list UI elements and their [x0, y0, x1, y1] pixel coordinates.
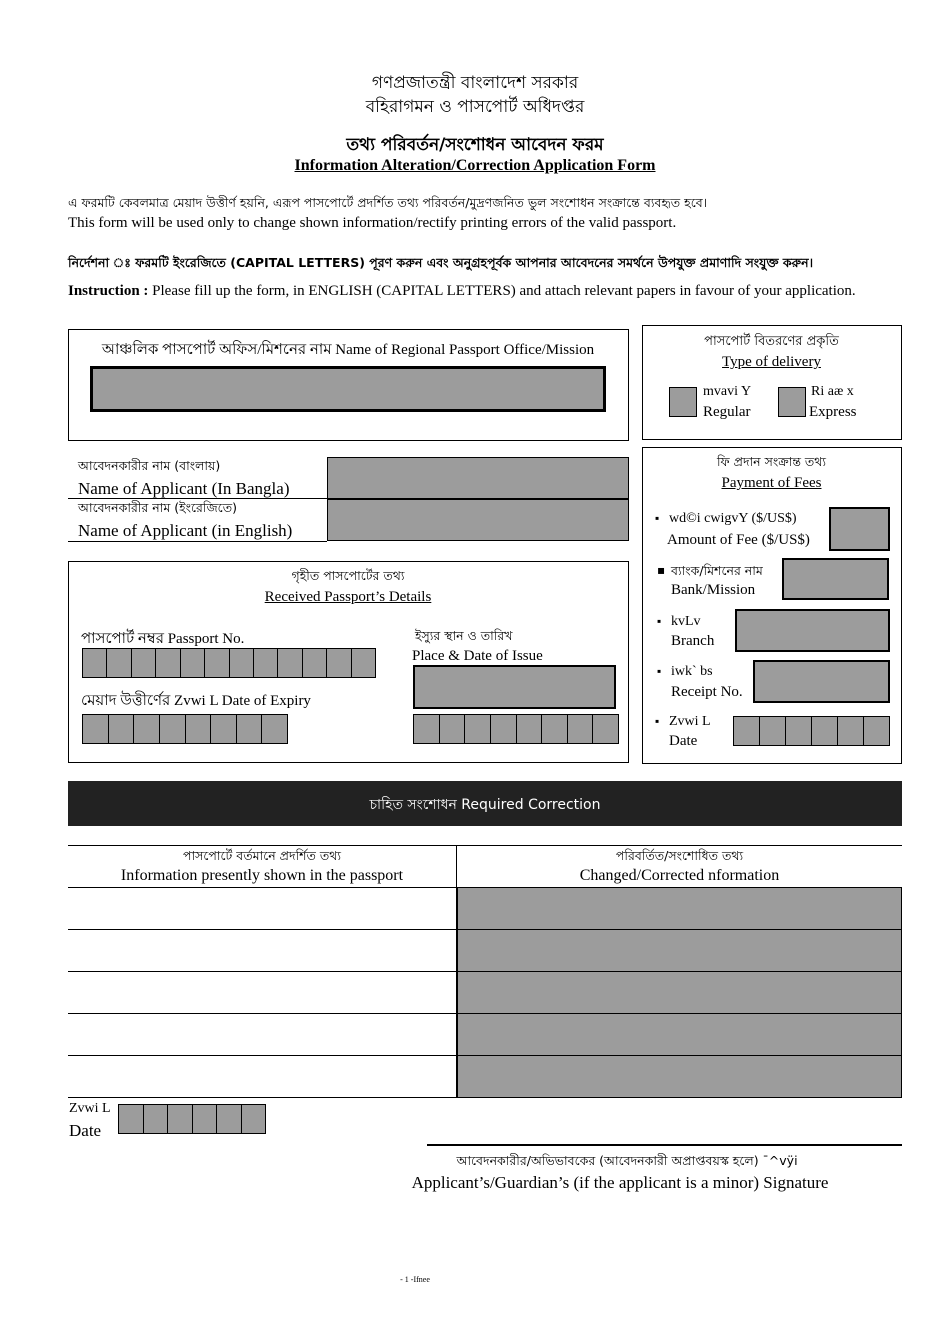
issue-label-bangla: ইস্যুর স্থান ও তারিখ: [415, 628, 513, 643]
bank-label-english: Bank/Mission: [671, 582, 756, 598]
department-name: বহিরাগমন ও পাসপোর্ট অধিদপ্তর: [365, 97, 585, 117]
col-current-header-english: Information presently shown in the passport: [120, 867, 404, 884]
divider: [68, 971, 457, 972]
col-corrected-header-bangla: পরিবর্তিত/সংশোধিত তথ্য: [615, 848, 744, 863]
express-label-bangla: Ri aæ x: [811, 384, 854, 399]
received-title-english: Received Passport’s Details: [264, 589, 432, 605]
applicant-english-label-bn: আবেদনকারীর নাম (ইংরেজিতে): [78, 500, 237, 515]
corrected-info-input-5[interactable]: [457, 1055, 902, 1098]
regular-label-english: Regular: [703, 404, 751, 420]
instruction-bangla: নির্দেশনা ঃ ফরমটি ইংরেজিতে (CAPITAL LETTERS) পূরণ করুন এবং অনুগ্রহপূর্বক আপনার আবেদনের সমর্থনে উপযুক্ত প্রমাণাদি সংযুক্ত করুন।: [68, 255, 814, 270]
divider: [68, 1097, 902, 1098]
corrected-info-input-3[interactable]: [457, 971, 902, 1014]
delivery-section: [642, 325, 902, 440]
government-name: গণপ্রজাতন্ত্রী বাংলাদেশ সরকার: [371, 73, 579, 93]
form-title-bangla: তথ্য পরিবর্তন/সংশোধন আবেদন ফরম: [346, 135, 604, 155]
fees-title-english: Payment of Fees: [721, 475, 822, 491]
received-passport-section: [68, 561, 629, 763]
express-label-english: Express: [809, 404, 857, 420]
corrected-info-input-2[interactable]: [457, 929, 902, 972]
divider: [68, 1013, 457, 1014]
date-label-bangla: ▪ Zvwi L: [669, 714, 711, 730]
office-section: [68, 329, 629, 441]
office-label: আঞ্চলিক পাসপোর্ট অফিস/মিশনের নাম Name of Regional Passport Office/Mission: [101, 342, 595, 358]
instruction-label: Instruction :: [68, 283, 149, 299]
amount-label-english: Amount of Fee ($/US$): [667, 532, 810, 548]
expiry-date-input[interactable]: [82, 714, 288, 744]
intro-bangla: এ ফরমটি কেবলমাত্র মেয়াদ উত্তীর্ণ হয়নি, এরূপ পাসপোর্টে প্রদর্শিত তথ্য পরিবর্তন/মুদ্রণজনিত ভুল সংশোধন সংক্রান্তে ব্যবহৃত হবে।: [68, 195, 708, 210]
date-label-english: Date: [669, 733, 698, 749]
received-title-bangla: গৃহীত পাসপোর্টের তথ্য: [291, 568, 405, 583]
divider: [68, 845, 902, 846]
passport-number-label: পাসপোর্ট নম্বর Passport No.: [81, 631, 245, 647]
footer-date-label-bangla: Zvwi L: [69, 1101, 111, 1116]
col-current-header-bangla: পাসপোর্টে বর্তমানে প্রদর্শিত তথ্য: [183, 848, 341, 863]
regular-delivery-checkbox[interactable]: [669, 387, 697, 417]
branch-input[interactable]: [735, 609, 890, 652]
applicant-english-label-en: Name of Applicant (in English): [78, 521, 293, 540]
applicant-name-bangla-input[interactable]: [327, 457, 629, 499]
passport-number-input[interactable]: [82, 648, 376, 678]
instruction-english: [68, 282, 882, 300]
payment-section: [642, 447, 902, 764]
form-title-english: Information Alteration/Correction Application Form: [294, 157, 656, 174]
receipt-label-english: Receipt No.: [671, 684, 743, 700]
applicant-name-english-input[interactable]: [327, 499, 629, 541]
signature-label-bangla: আবেদনকারীর/অভিভাবকের (আবেদনকারী অপ্রাপ্তবয়স্ক হলে) ¯^vÿi: [456, 1153, 798, 1168]
express-delivery-checkbox[interactable]: [778, 387, 806, 417]
applicant-bangla-label-en: Name of Applicant (In Bangla): [78, 479, 290, 498]
divider: [68, 929, 457, 930]
expiry-label: মেয়াদ উত্তীর্ণের Zvwi L Date of Expiry: [81, 693, 311, 709]
divider: [68, 541, 327, 542]
place-of-issue-input[interactable]: [413, 665, 616, 709]
required-correction-title: চাহিত সংশোধন Required Correction: [369, 797, 601, 813]
required-correction-banner: [68, 781, 902, 826]
fees-title-bangla: ফি প্রদান সংক্রান্ত তথ্য: [716, 454, 827, 469]
branch-label-english: Branch: [671, 633, 715, 649]
office-name-input[interactable]: [90, 366, 606, 412]
receipt-label-bangla: ▪ iwk` bs: [671, 664, 713, 680]
bank-input[interactable]: [782, 558, 889, 600]
applicant-bangla-label-bn: আবেদনকারীর নাম (বাংলায়): [78, 458, 221, 473]
delivery-title-bangla: পাসপোর্ট বিতরণের প্রকৃতি: [704, 334, 839, 349]
issue-label-english: Place & Date of Issue: [412, 648, 543, 664]
issue-date-input[interactable]: [413, 714, 619, 744]
application-date-input[interactable]: [118, 1104, 266, 1134]
divider: [68, 1055, 457, 1056]
col-corrected-header-english: Changed/Corrected nformation: [579, 867, 780, 884]
signature-line: [427, 1144, 902, 1146]
page-number: - 1 -Ifnee: [400, 1275, 430, 1284]
bank-label-bangla: ▪ ব্যাংক/মিশনের নাম: [671, 563, 763, 583]
corrected-info-input-4[interactable]: [457, 1013, 902, 1056]
divider: [68, 498, 327, 499]
receipt-input[interactable]: [753, 660, 890, 703]
instruction-text: Please fill up the form, in ENGLISH (CAPITAL LETTERS) and attach relevant papers in favour of your application.: [152, 283, 856, 299]
intro-english: This form will be used only to change shown information/rectify printing errors of the valid passport.: [68, 215, 677, 231]
corrected-info-input-1[interactable]: [457, 887, 902, 930]
delivery-title-english: Type of delivery: [722, 354, 821, 370]
amount-input[interactable]: [829, 507, 890, 551]
correction-table: [68, 845, 902, 1098]
branch-label-bangla: ▪ kvLv: [671, 614, 701, 630]
footer-date-label-english: Date: [69, 1121, 102, 1140]
payment-date-input[interactable]: [733, 716, 890, 746]
signature-label-english: Applicant’s/Guardian’s (if the applicant is a minor) Signature: [411, 1173, 829, 1192]
regular-label-bangla: mvavi Y: [703, 384, 752, 399]
amount-label-bangla: ▪ wd©i cwigvY ($/US$): [669, 511, 797, 527]
